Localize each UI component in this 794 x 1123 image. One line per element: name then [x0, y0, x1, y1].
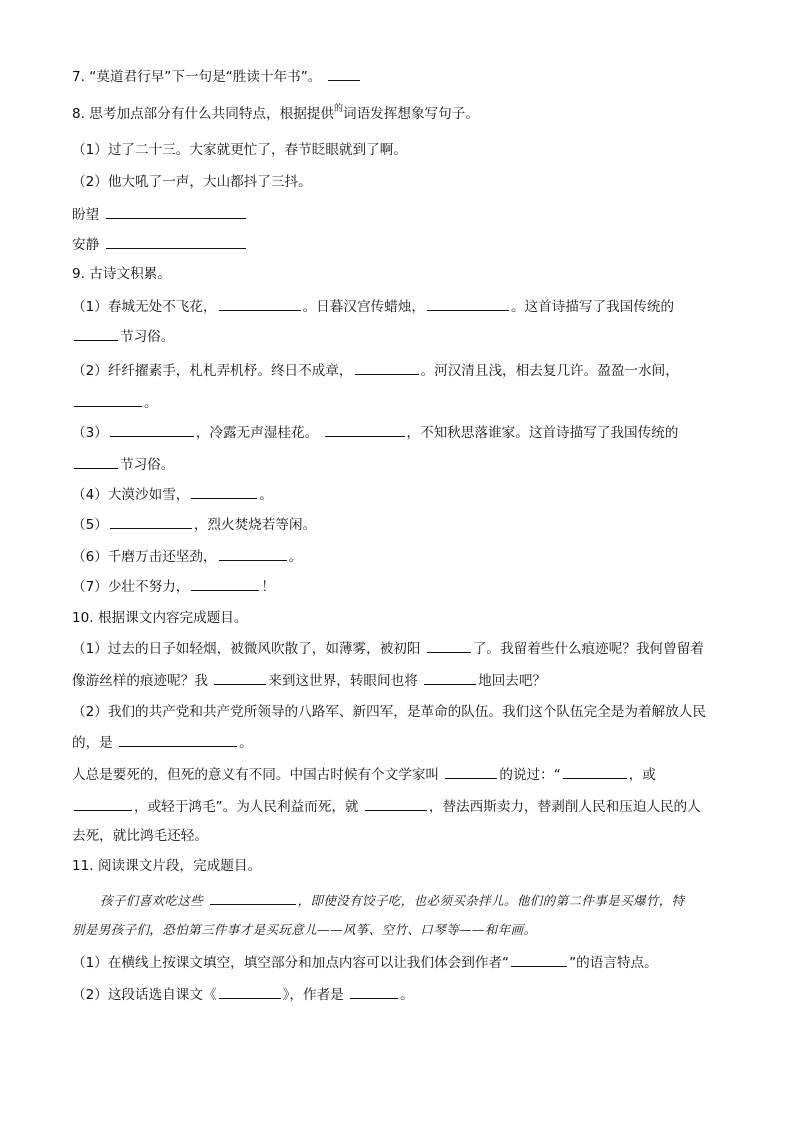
answer-blank[interactable]: [427, 638, 471, 653]
poem-text: 。: [288, 549, 303, 565]
question-8-heading: [72, 104, 479, 126]
sentence-text: （2）他大吼了一声，: [72, 174, 203, 190]
q9-item-2-cont: [72, 392, 158, 413]
q9-item-3-cont: [72, 454, 174, 475]
passage-text: 像游丝样的痕迹呢？我: [72, 673, 208, 689]
poem-text: 。日暮汉宫传蜡烛，: [302, 299, 425, 315]
answer-blank[interactable]: [328, 66, 360, 81]
q9-item-3: [72, 422, 678, 443]
poem-text: 节习俗。: [120, 457, 175, 473]
answer-blank[interactable]: [74, 454, 118, 469]
passage-text: 地回去吧？: [478, 673, 547, 689]
dotted-phrase: 大山都抖了三抖: [203, 174, 299, 190]
q10-item-3: [72, 764, 656, 785]
passage-text: （1）过去的日子如轻烟，被微风吹散了，如薄雾，被初阳: [72, 641, 421, 657]
question-text: ”的语言特点。: [569, 955, 658, 971]
answer-blank[interactable]: [355, 360, 419, 375]
sentence-text: 。: [298, 174, 312, 190]
q11-passage-line-1: [100, 890, 685, 911]
q9-item-6: [72, 546, 302, 567]
q11-sub-2: [72, 984, 414, 1005]
question-10-heading: [72, 608, 247, 628]
passage-text: （2）我们的共产党和共产党所领导的八路军、新四军，是革命的队伍。我们这个队伍完全是为着解放人民: [72, 704, 706, 720]
sentence-text: 啊。: [379, 142, 407, 158]
answer-blank[interactable]: [427, 296, 509, 311]
poem-text: （5）: [72, 517, 108, 533]
passage-text: ，或: [628, 767, 656, 783]
poem-text: （7）少壮不努力，: [72, 579, 190, 595]
answer-blank[interactable]: [214, 670, 266, 685]
poem-text: 。: [259, 487, 273, 503]
poem-text: ，冷露无声湿桂花。: [195, 425, 319, 441]
question-8-text: 8. 思考加点部分有什么共同特点，根据提供: [72, 106, 334, 122]
answer-blank[interactable]: [74, 796, 132, 811]
q11-sub-1: [72, 952, 658, 973]
sentence-text: ，春节: [270, 142, 312, 158]
answer-blank[interactable]: [511, 952, 567, 967]
poem-text: 。这首诗描写了我国传统的: [510, 299, 675, 315]
poem-text: 。河汉清且浅，相去复几许。盈盈一水间，: [420, 363, 679, 379]
answer-blank[interactable]: [191, 484, 257, 499]
excerpt-text: ，即使没有饺子吃，也必须买杂拌儿。他们的第二件事是买爆竹，特: [297, 893, 685, 908]
sentence-text: （1）过了二十三。大家就: [72, 142, 231, 158]
poem-text: ！: [261, 579, 275, 595]
passage-text: 了。我留着些什么痕迹呢？我何曾留着: [472, 641, 704, 657]
q10-item-2-cont: [72, 732, 253, 753]
answer-blank[interactable]: [74, 326, 118, 341]
answer-blank[interactable]: [365, 796, 427, 811]
answer-blank[interactable]: [325, 422, 405, 437]
poem-text: 节习俗。: [120, 329, 175, 345]
answer-blank[interactable]: [106, 234, 246, 249]
q10-item-1: [72, 638, 704, 659]
answer-blank[interactable]: [74, 392, 142, 407]
q10-item-3-cont: [72, 796, 701, 817]
question-8-text-end: 词语发挥想象写句子。: [343, 106, 479, 122]
q8-sentence-2: [72, 172, 312, 192]
dotted-phrase: 更忙了: [230, 142, 271, 158]
answer-blank[interactable]: [191, 576, 259, 591]
passage-text: ，替法西斯卖力，替剥削人民和压迫人民的人: [428, 799, 701, 815]
passage-text: 。: [239, 735, 253, 751]
answer-blank[interactable]: [106, 204, 246, 219]
answer-blank[interactable]: [210, 890, 296, 905]
answer-blank[interactable]: [350, 984, 398, 999]
poem-text: （2）纤纤擢素手，札札弄机杼。终日不成章，: [72, 363, 353, 379]
question-text: 。: [400, 987, 414, 1003]
poem-text: ，不知秋思落谁家。这首诗描写了我国传统的: [406, 425, 679, 441]
dotted-phrase: 眨眼就到了: [311, 142, 380, 158]
question-9-heading: [72, 264, 171, 284]
answer-blank[interactable]: [219, 984, 281, 999]
q9-item-1-cont: [72, 326, 174, 347]
answer-blank[interactable]: [219, 546, 287, 561]
poem-text: （1）春城无处不飞花，: [72, 299, 217, 315]
question-7: [72, 66, 362, 87]
answer-blank[interactable]: [119, 732, 237, 747]
q8-word-1-row: [72, 204, 248, 225]
q10-item-2: [72, 702, 706, 722]
q9-item-4: [72, 484, 273, 505]
passage-text: ，或轻于鸿毛”。为人民利益而死，就: [134, 799, 359, 815]
word-label: 盼望: [72, 207, 100, 223]
question-11-text: 11. 阅读课文片段，完成题目。: [72, 858, 262, 874]
question-9-text: 9. 古诗文积累。: [72, 266, 171, 282]
passage-text: 的，是: [72, 735, 113, 751]
answer-blank[interactable]: [445, 764, 497, 779]
excerpt-text: 别是男孩子们，恐怕第三件事才是买玩意儿——风筝、空竹、口琴等——和年画。: [72, 922, 537, 937]
passage-text: 人总是要死的，但死的意义有不同。中国古时候有个文学家叫: [72, 767, 440, 783]
q11-passage-line-2: [72, 920, 536, 940]
excerpt-text: 孩子们喜欢吃这些: [100, 893, 204, 908]
question-7-text: 7. “莫道君行早”下一句是“胜读十年书”。: [72, 69, 322, 85]
poem-text: ，烈火焚烧若等闲。: [193, 517, 317, 533]
passage-text: 的说过：“: [499, 767, 561, 783]
q8-sentence-1: [72, 140, 407, 160]
question-text: （2）这段话选自课文《: [72, 987, 217, 1003]
poem-text: 。: [144, 395, 158, 411]
answer-blank[interactable]: [424, 670, 476, 685]
question-text: 》，作者是: [282, 987, 344, 1003]
q8-word-2-row: [72, 234, 248, 255]
passage-text: 去死，就比鸿毛还轻。: [72, 828, 208, 844]
question-text: （1）在横线上按课文填空，填空部分和加点内容可以让我们体会到作者“: [72, 955, 510, 971]
question-8-superscript: 的: [333, 104, 343, 114]
q9-item-5: [72, 514, 316, 535]
answer-blank[interactable]: [563, 764, 627, 779]
answer-blank[interactable]: [219, 296, 301, 311]
q9-item-2: [72, 360, 679, 381]
q9-item-7: [72, 576, 275, 597]
passage-text: 来到这世界，转眼间也将: [268, 673, 418, 689]
q10-item-3-end: [72, 826, 208, 846]
poem-text: （6）千磨万击还坚劲，: [72, 549, 217, 565]
word-label: 安静: [72, 237, 100, 253]
answer-blank[interactable]: [110, 514, 192, 529]
q10-item-1-cont: [72, 670, 546, 691]
answer-blank[interactable]: [110, 422, 194, 437]
question-11-heading: [72, 856, 261, 876]
question-10-text: 10. 根据课文内容完成题目。: [72, 610, 248, 626]
q9-item-1: [72, 296, 674, 317]
poem-text: （3）: [72, 425, 108, 441]
poem-text: （4）大漠沙如雪，: [72, 487, 190, 503]
